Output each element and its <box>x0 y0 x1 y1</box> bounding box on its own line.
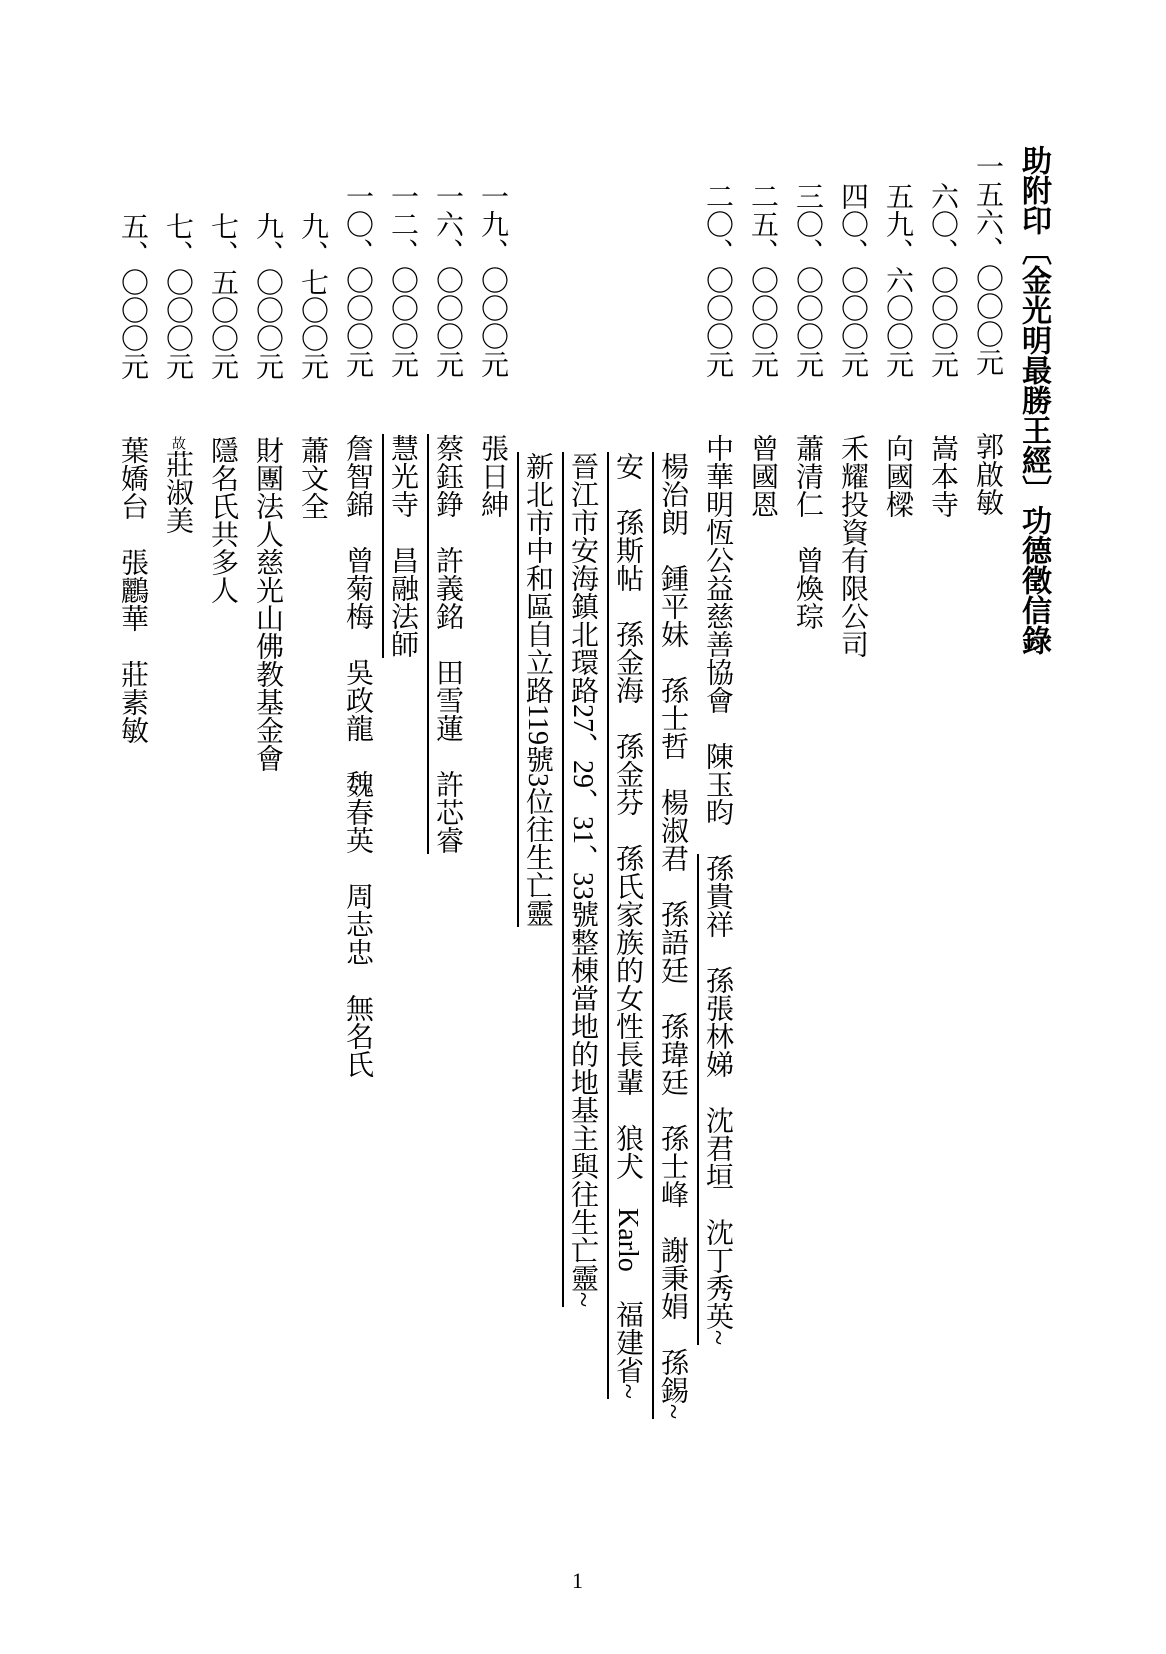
entry-column <box>972 0 1002 1654</box>
entry-column <box>882 0 912 1654</box>
names: 曾國恩 <box>747 434 778 518</box>
names: 財團法人慈光山佛教基金會 <box>252 436 283 772</box>
entry-column <box>117 0 147 1654</box>
entry-column <box>387 0 417 1654</box>
names-underlined: 孫貴祥 孫張林娣 沈君垣 沈丁秀英~ <box>697 854 733 1345</box>
document-title: 助附印〔金光明最勝王經〕功德徵信錄 <box>1017 145 1050 655</box>
entry-column <box>837 0 867 1654</box>
names: 中華明恆公益慈善協會 陳玉昀 <box>702 434 733 854</box>
entry-column <box>792 0 822 1654</box>
entry-column <box>477 0 507 1654</box>
amount-label: 一九、〇〇〇元 <box>477 182 508 378</box>
continuation-column <box>522 0 552 1654</box>
amount-label: 二五、〇〇〇元 <box>747 182 778 378</box>
amount-label: 五九、六〇〇元 <box>882 182 913 378</box>
entry-column <box>927 0 957 1654</box>
names: 蕭文全 <box>297 436 328 520</box>
names-underlined: 安 孫斯帖 孫金海 孫金芬 孫氏家族的女性長輩 狼犬 Karlo 福建省~ <box>607 452 643 1399</box>
names: 隱名氏共多人 <box>207 436 238 604</box>
names: 莊淑美 <box>162 450 193 534</box>
continuation-column <box>612 0 642 1654</box>
amount-label: 二〇、〇〇〇元 <box>702 182 733 378</box>
names: 向國樑 <box>882 434 913 518</box>
amount-label: 九、〇〇〇元 <box>252 212 283 380</box>
entry-column <box>297 0 327 1654</box>
continuation-column <box>567 0 597 1654</box>
amount-label: 五、〇〇〇元 <box>117 212 148 380</box>
names-underlined: 慧光寺 昌融法師 <box>382 434 418 658</box>
names-underlined: 蔡鈺錚 許義銘 田雪蓮 許芯睿 <box>427 434 463 854</box>
names-underlined: 晉江市安海鎮北環路27、29、31、33號整棟當地的地基主與往生亡靈~ <box>562 452 598 1307</box>
amount-label: 九、七〇〇元 <box>297 212 328 380</box>
names: 嵩本寺 <box>927 434 958 518</box>
entry-column <box>252 0 282 1654</box>
amount-label: 一二、〇〇〇元 <box>387 182 418 378</box>
entry-column <box>432 0 462 1654</box>
amount-label: 三〇、〇〇〇元 <box>792 182 823 378</box>
names: 郭啟敏 <box>972 432 1003 516</box>
names-underlined: 楊治朗 鍾平妹 孫士哲 楊淑君 孫語廷 孫瑋廷 孫士峰 謝秉娟 孫錫~ <box>652 452 688 1419</box>
amount-label: 一六、〇〇〇元 <box>432 182 463 378</box>
continuation-column <box>657 0 687 1654</box>
amount-label: 一五六、〇〇〇元 <box>972 152 1003 376</box>
entry-column <box>747 0 777 1654</box>
page-number: 1 <box>572 1568 583 1593</box>
entry-column <box>702 0 732 1654</box>
amount-label: 六〇、〇〇〇元 <box>927 182 958 378</box>
names: 張日紳 <box>477 434 508 518</box>
deceased-prefix: 故 <box>170 436 185 450</box>
names-underlined: 新北市中和區自立路119號3位往生亡靈 <box>517 452 553 927</box>
entry-column <box>207 0 237 1654</box>
amount-label: 七、〇〇〇元 <box>162 212 193 380</box>
amount-label: 七、五〇〇元 <box>207 212 238 380</box>
entry-column <box>342 0 372 1654</box>
columns-wrap <box>102 0 1050 1654</box>
names: 禾耀投資有限公司 <box>837 434 868 658</box>
names: 葉嬌台 張鸝華 莊素敏 <box>117 436 148 744</box>
amount-label: 一〇、〇〇〇元 <box>342 182 373 378</box>
amount-label: 四〇、〇〇〇元 <box>837 182 868 378</box>
names: 詹智錦 曾菊梅 吳政龍 魏春英 周志忠 無名氏 <box>342 434 373 1078</box>
names: 蕭清仁 曾煥琮 <box>792 434 823 630</box>
entry-column <box>162 0 192 1654</box>
